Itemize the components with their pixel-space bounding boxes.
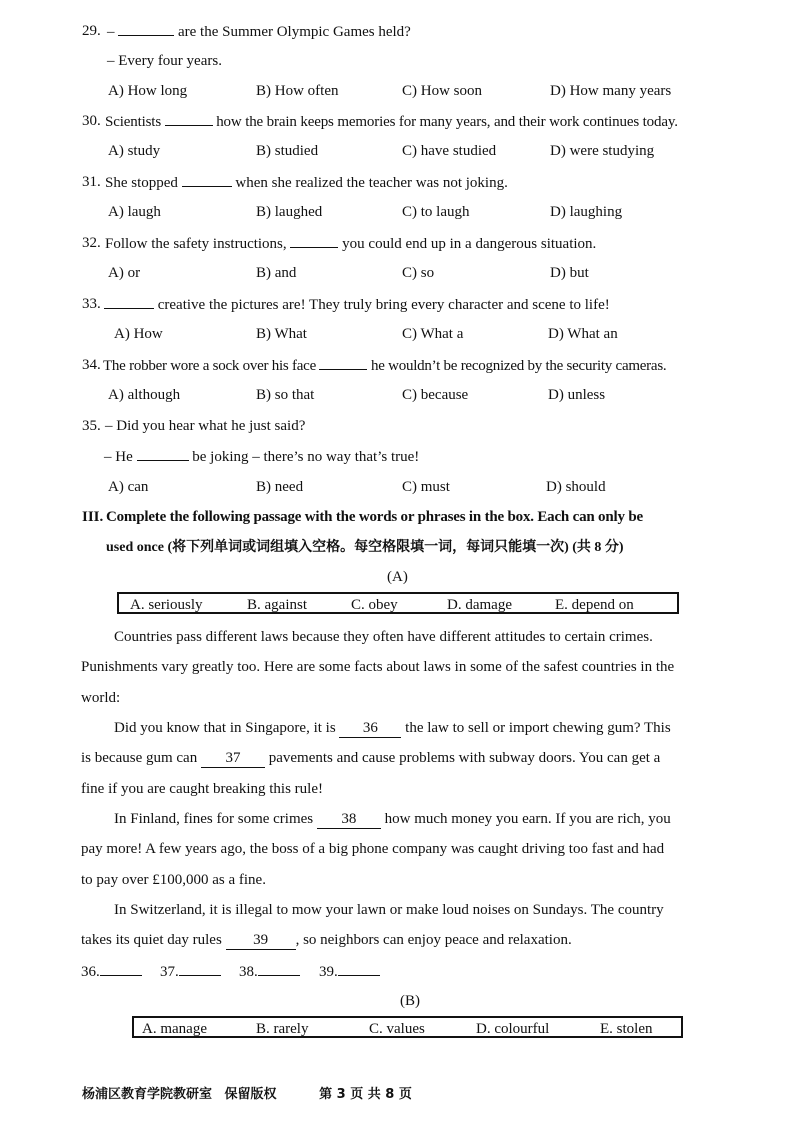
option-b: B) What (256, 326, 307, 342)
text-fragment: how much money you earn. If you are rich, you (380, 811, 671, 827)
text-fragment: In Finland, fines for some crimes (114, 811, 317, 827)
word-option: A. seriously (130, 597, 203, 613)
option-d: D) How many years (550, 83, 672, 99)
question-stem (104, 292, 610, 317)
option-b: B) laughed (256, 204, 323, 220)
text-fragment: takes its quiet day rules (81, 932, 226, 948)
option-a: A) can (108, 479, 149, 495)
options-34 (0, 383, 794, 407)
stem-pre: – (107, 24, 119, 40)
question-32 (0, 231, 794, 255)
answer-blank (118, 19, 174, 36)
paragraph-line: In Switzerland, it is illegal to mow your lawn or make loud noises on Sundays. The country (114, 902, 664, 918)
stem-post: how the brain keeps memories for many years, and their work continues today. (212, 114, 678, 130)
word-option: D. damage (447, 597, 512, 613)
options-29 (0, 79, 794, 103)
paragraph-line (81, 928, 572, 952)
question-stem (105, 231, 596, 256)
word-option: C. values (369, 1021, 425, 1037)
text-fragment: is because gum can (81, 750, 201, 766)
option-c: C) to laugh (402, 204, 470, 220)
passage-b-label: (B) (400, 993, 420, 1009)
word-option: E. stolen (600, 1021, 653, 1037)
blank-36: 36 (339, 719, 401, 738)
reply-post: be joking – there’s no way that’s true! (188, 449, 420, 465)
page-footer (82, 1083, 412, 1102)
stem-post: he wouldn’t be recognized by the security cameras. (367, 358, 667, 374)
option-a: A) How long (108, 83, 188, 99)
reply-text (104, 444, 419, 469)
section-instruction-cn: used once (将下列单词或词组填入空格。每空格限填一词，每词只能填一次) (共 8 分) (106, 540, 624, 555)
paragraph-line (114, 807, 671, 831)
stem-post: are the Summer Olympic Games held? (174, 24, 411, 40)
stem-post: creative the pictures are! They truly bring every character and scene to life! (154, 297, 610, 313)
paragraph-line (81, 746, 660, 770)
option-c: C) must (402, 479, 450, 495)
answer-number: 36. (81, 964, 100, 980)
passage-a-label: (A) (387, 569, 408, 585)
question-stem (103, 353, 666, 378)
question-number: 29. (82, 23, 101, 39)
question-30 (0, 109, 794, 133)
option-c: C) because (402, 387, 469, 403)
word-box-a (117, 592, 679, 614)
answer-blank (290, 231, 338, 248)
question-34 (0, 353, 794, 377)
question-number: 33. (82, 296, 101, 312)
option-d: D) laughing (550, 204, 623, 220)
option-d: D) but (550, 265, 589, 281)
question-33 (0, 292, 794, 316)
options-31 (0, 200, 794, 224)
word-option: B. rarely (256, 1021, 309, 1037)
question-stem (107, 19, 411, 44)
option-c: C) so (402, 265, 435, 281)
question-29 (0, 19, 794, 43)
answer-number: 38. (239, 964, 258, 980)
section-instruction: Complete the following passage with the words or phrases in the box. Each can only be (106, 509, 643, 525)
text-fragment: Did you know that in Singapore, it is (114, 720, 340, 736)
answer-number: 37. (160, 964, 179, 980)
question-stem (105, 109, 678, 134)
stem-post: when she realized the teacher was not joking. (231, 175, 508, 191)
option-b: B) How often (256, 83, 339, 99)
answer-blank (319, 353, 367, 370)
answer-blank (165, 109, 213, 126)
answer-blank[interactable] (100, 959, 142, 976)
question-number: 32. (82, 235, 101, 251)
question-number: 34. (82, 357, 101, 373)
text-fragment: the law to sell or import chewing gum? This (401, 720, 671, 736)
text-fragment: , so neighbors can enjoy peace and relaxation. (295, 932, 572, 948)
paragraph-line: world: (81, 690, 121, 706)
question-number: 30. (82, 113, 101, 129)
answer-number: 39. (319, 964, 338, 980)
answer-line (0, 959, 794, 983)
answer-slot-38 (239, 959, 300, 984)
option-d: D) were studying (550, 143, 655, 159)
answer-blank[interactable] (179, 959, 221, 976)
option-a: A) or (108, 265, 141, 281)
option-a: A) although (108, 387, 181, 403)
blank-38: 38 (317, 810, 381, 829)
section-heading-line2 (0, 536, 794, 560)
option-a: A) study (108, 143, 161, 159)
section-heading (0, 505, 794, 529)
paragraph-line: pay more! A few years ago, the boss of a big phone company was caught driving too fast and had (81, 841, 665, 857)
answer-blank[interactable] (338, 959, 380, 976)
text-fragment: pavements and cause problems with subway doors. You can get a (264, 750, 661, 766)
question-31 (0, 170, 794, 194)
question-35 (0, 414, 794, 438)
question-35-reply (0, 444, 794, 468)
stem-pre: Follow the safety instructions, (105, 236, 291, 252)
options-32 (0, 261, 794, 285)
page-number: 第 3 页 共 8 页 (319, 1087, 412, 1102)
reply-text: – Every four years. (107, 53, 222, 69)
option-c: C) have studied (402, 143, 497, 159)
stem-pre: She stopped (105, 175, 182, 191)
word-option: E. depend on (555, 597, 634, 613)
options-30 (0, 139, 794, 163)
reply-pre: – He (104, 449, 137, 465)
word-option: D. colourful (476, 1021, 550, 1037)
option-d: D) should (546, 479, 606, 495)
word-box-b (132, 1016, 683, 1038)
answer-blank (182, 170, 232, 187)
option-c: C) What a (402, 326, 464, 342)
options-35 (0, 475, 794, 499)
question-number: 35. (82, 418, 101, 434)
answer-blank (137, 444, 189, 461)
option-d: D) What an (548, 326, 618, 342)
footer-org: 杨浦区教育学院教研室 (82, 1087, 213, 1102)
paragraph-line: fine if you are caught breaking this rule! (81, 781, 323, 797)
paragraph-line: Punishments vary greatly too. Here are some facts about laws in some of the safest countries in the (81, 659, 675, 675)
word-option: B. against (247, 597, 307, 613)
blank-39: 39 (226, 931, 296, 950)
question-stem (105, 170, 508, 195)
option-b: B) so that (256, 387, 315, 403)
answer-blank (104, 292, 154, 309)
answer-blank[interactable] (258, 959, 300, 976)
answer-slot-39 (319, 959, 380, 984)
question-number: 31. (82, 174, 101, 190)
option-b: B) need (256, 479, 304, 495)
option-b: B) and (256, 265, 297, 281)
stem-pre: The robber wore a sock over his face (103, 358, 320, 374)
option-a: A) laugh (108, 204, 161, 220)
paragraph-line (114, 716, 671, 740)
paragraph-line: to pay over £100,000 as a fine. (81, 872, 266, 888)
option-d: D) unless (548, 387, 606, 403)
word-option: A. manage (142, 1021, 207, 1037)
answer-slot-37 (160, 959, 221, 984)
paragraph-line: Countries pass different laws because they often have different attitudes to certain crimes. (114, 629, 653, 645)
section-number: III. (82, 509, 104, 525)
answer-slot-36 (81, 959, 142, 984)
stem-pre: Scientists (105, 114, 165, 130)
option-b: B) studied (256, 143, 319, 159)
options-33 (0, 322, 794, 346)
question-stem: – Did you hear what he just said? (105, 418, 306, 434)
question-29-reply (0, 49, 794, 73)
blank-37: 37 (201, 749, 265, 768)
footer-rights: 保留版权 (224, 1087, 277, 1102)
option-c: C) How soon (402, 83, 483, 99)
option-a: A) How (114, 326, 163, 342)
stem-post: you could end up in a dangerous situation. (338, 236, 597, 252)
word-option: C. obey (351, 597, 398, 613)
